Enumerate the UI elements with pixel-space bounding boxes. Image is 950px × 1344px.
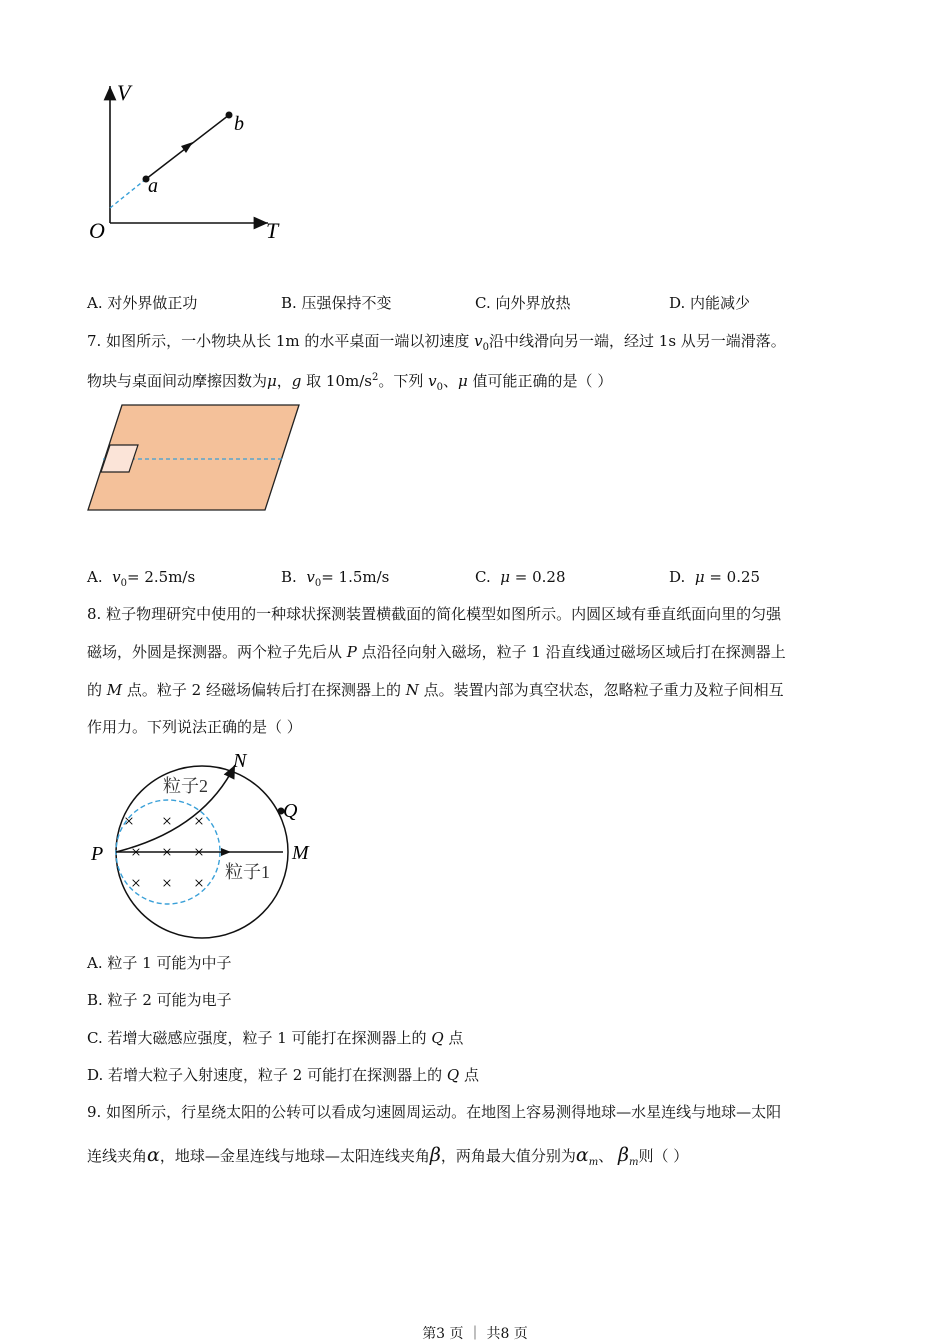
q8-line2: 磁场，外圆是探测器。两个粒子先后从 P 点沿径向射入磁场，粒子 1 沿直线通过磁场区域后打在探测器上 [87,643,786,661]
page-footer: 第3 页 ｜ 共8 页 [422,1326,528,1342]
field-cross: × [161,842,173,862]
q7-option-c[interactable]: C. μ = 0.28 [475,568,566,586]
v-axis-label: V [117,80,131,105]
point-n-label: N [233,750,247,772]
point-m-label: M [292,842,309,864]
q7-option-b[interactable]: B. $v_0= 1.5m/s$ [281,568,390,589]
dashed-extension [110,179,146,208]
q7-option-d[interactable]: D. μ = 0.25 [669,568,761,586]
q7-option-a[interactable]: A. $v_0= 2.5m/s$ [87,568,196,589]
vt-graph [80,78,300,248]
q6-option-b[interactable]: B. 压强保持不变 [281,294,392,312]
q9-line2: 连线夹角α，地球—金星连线与地球—太阳连线夹角β，两角最大值分别为$\alpha_m$、 $\beta_m$则（ ） [87,1144,689,1168]
field-cross: × [130,842,142,862]
particle1-label: 粒子1 [225,862,270,882]
q8-line3: 的 M 点。粒子 2 经磁场偏转后打在探测器上的 N 点。装置内部为真空状态，忽略粒子重力及粒子间相互 [87,681,784,699]
field-cross: × [161,811,173,831]
point-b-dot [226,112,233,119]
q9-line1: 9. 如图所示，行星绕太阳的公转可以看成匀速圆周运动。在地图上容易测得地球—水星连线与地球—太阳 [87,1103,782,1121]
point-b-label: b [234,113,244,135]
table-diagram [85,402,305,514]
field-cross: × [123,811,135,831]
particle1-arrow [221,848,231,856]
q8-option-d[interactable]: D. 若增大粒子入射速度，粒子 2 可能打在探测器上的 Q 点 [87,1066,479,1084]
q6-option-c[interactable]: C. 向外界放热 [475,294,571,312]
q8-option-b[interactable]: B. 粒子 2 可能为电子 [87,991,232,1009]
field-cross: × [193,811,205,831]
field-cross: × [193,842,205,862]
field-cross: × [130,873,142,893]
q8-option-a[interactable]: A. 粒子 1 可能为中子 [87,954,232,972]
origin-label: O [89,218,105,243]
q7-line2: 物块与桌面间动摩擦因数为μ，g 取 $10m/s^2$。下列 $v_0$、μ 值可能正确的是（ ） [87,372,613,393]
point-a-label: a [148,175,158,197]
detector-diagram [85,745,325,945]
q7-line1: 7. 如图所示，一小物块从长 1m 的水平桌面一端以初速度 $v_0$沿中线滑向另一端，经过 1s 从另一端滑落。 [87,332,786,353]
q8-line4: 作用力。下列说法正确的是（ ） [87,718,302,736]
field-cross: × [161,873,173,893]
q6-option-a[interactable]: A. 对外界做正功 [87,294,198,312]
t-axis-label: T [266,218,279,243]
point-q-label: Q [283,800,298,822]
field-cross: × [193,873,205,893]
q8-option-c[interactable]: C. 若增大磁感应强度，粒子 1 可能打在探测器上的 Q 点 [87,1029,464,1047]
point-p-label: P [91,843,104,865]
particle2-label: 粒子2 [163,776,208,796]
q8-line1: 8. 粒子物理研究中使用的一种球状探测装置横截面的简化模型如图所示。内圆区域有垂直纸面向里的匀强 [87,605,782,623]
q6-option-d[interactable]: D. 内能减少 [669,294,751,312]
